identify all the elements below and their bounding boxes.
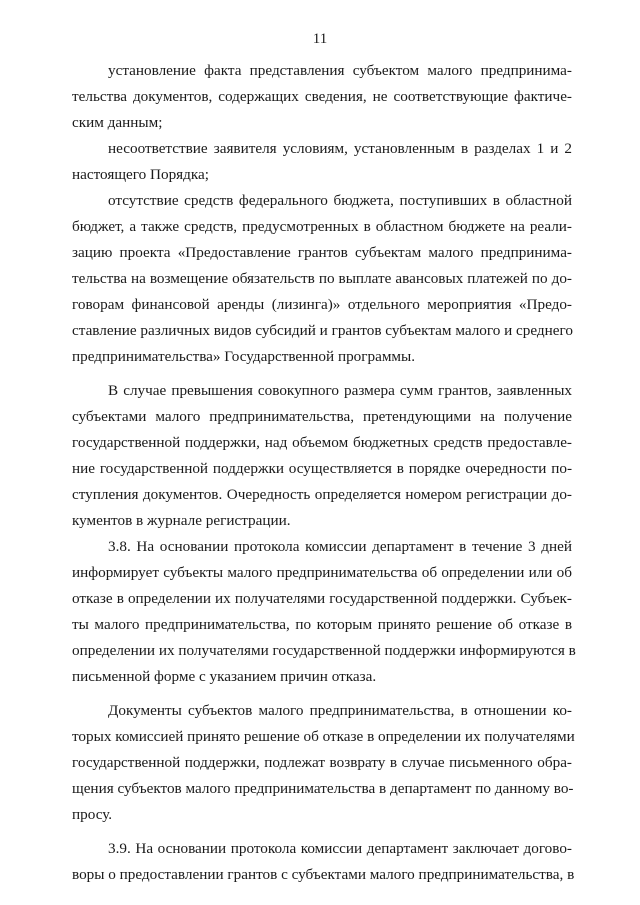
text-line: тельства на возмещение обязательств по выплате авансовых платежей по до-: [72, 270, 572, 287]
paragraph: [72, 534, 576, 690]
text-line: говорам финансовой аренды (лизинга)» отдельного мероприятия «Предо-: [72, 296, 572, 313]
paragraph: [72, 136, 572, 188]
text-line: зацию проекта «Предоставление грантов субъектам малого предпринима-: [72, 244, 572, 261]
paragraph: [72, 698, 575, 828]
text-line: тельства документов, содержащих сведения, не соответствующие фактиче-: [72, 88, 572, 105]
paragraph: [72, 58, 572, 136]
text-line: бюджет, а также средств, предусмотренных в областном бюджете на реали-: [72, 218, 572, 235]
page-number: 11: [312, 31, 328, 47]
text-line: настоящего Порядка;: [72, 166, 209, 183]
text-line: ты малого предпринимательства, по которым принято решение об отказе в: [72, 616, 572, 633]
text-line: отсутствие средств федерального бюджета, поступивших в областной: [108, 192, 572, 209]
text-line: 3.8. На основании протокола комиссии департамент в течение 3 дней: [108, 538, 572, 555]
text-line: торых комиссией принято решение об отказе в определении их получателями: [72, 728, 575, 745]
text-line: Документы субъектов малого предпринимательства, в отношении ко-: [108, 702, 572, 719]
text-line: ставление различных видов субсидий и грантов субъектам малого и среднего: [72, 322, 573, 339]
text-line: ние государственной поддержки осуществляется в порядке очередности по-: [72, 460, 572, 477]
text-line: щения субъектов малого предпринимательства в департамент по данному во-: [72, 780, 574, 797]
document-body: [72, 58, 576, 888]
text-line: письменной форме с указанием причин отказа.: [72, 668, 377, 685]
text-line: определении их получателями государственной поддержки информируются в: [72, 642, 576, 659]
paragraph: [72, 836, 575, 888]
text-line: государственной поддержки, подлежат возврату в случае письменного обра-: [72, 754, 572, 771]
text-line: 3.9. На основании протокола комиссии департамент заключает догово-: [108, 840, 572, 857]
text-line: государственной поддержки, над объемом бюджетных средств предоставле-: [72, 434, 572, 451]
text-line: предпринимательства» Государственной программы.: [72, 348, 416, 365]
text-line: ским данным;: [72, 114, 163, 131]
text-line: установление факта представления субъектом малого предпринима-: [108, 62, 572, 79]
paragraph: [72, 188, 572, 370]
text-line: информирует субъекты малого предпринимательства об определении или об: [72, 564, 572, 581]
text-line: субъектами малого предпринимательства, претендующими на получение: [72, 408, 572, 425]
text-line: воры о предоставлении грантов с субъектами малого предпринимательства, в: [72, 866, 575, 883]
text-line: просу.: [72, 806, 113, 823]
text-line: кументов в журнале регистрации.: [72, 512, 291, 529]
text-line: несоответствие заявителя условиям, установленным в разделах 1 и 2: [108, 140, 572, 157]
text-line: ступления документов. Очередность определяется номером регистрации до-: [72, 486, 572, 503]
text-line: В случае превышения совокупного размера сумм грантов, заявленных: [108, 382, 572, 399]
text-line: отказе в определении их получателями государственной поддержки. Субъек-: [72, 590, 572, 607]
paragraph: [72, 378, 572, 534]
